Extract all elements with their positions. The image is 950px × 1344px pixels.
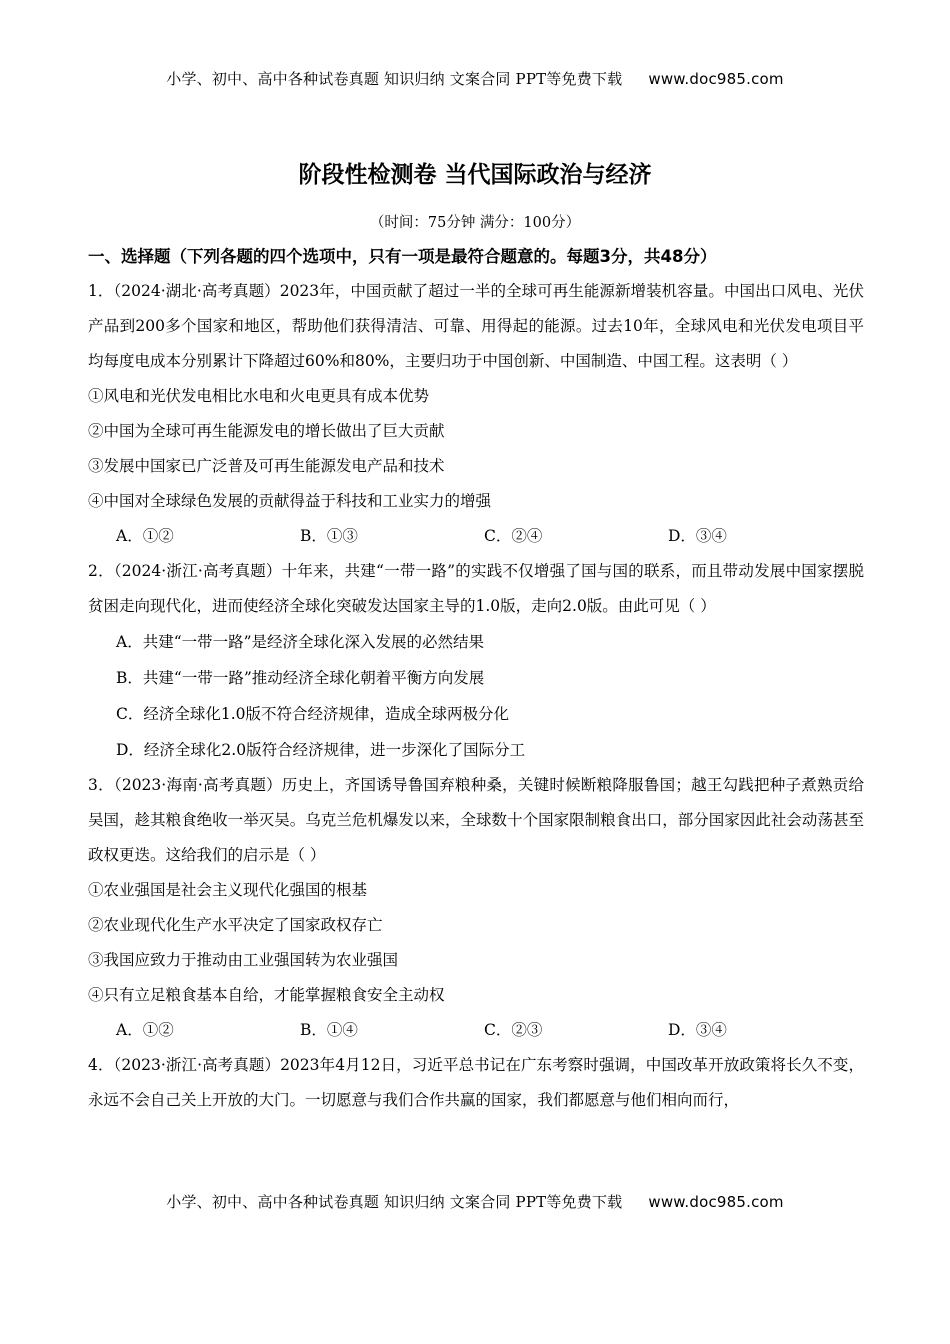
footer-banner — [0, 1191, 950, 1212]
option-d[interactable]: D．③④ — [668, 527, 727, 545]
option-d[interactable]: D．③④ — [668, 1021, 727, 1039]
question-1 — [88, 274, 864, 554]
statement-item: ④只有立足粮食基本自给，才能掌握粮食安全主动权 — [88, 986, 445, 1004]
statement-item: ③我国应致力于推动由工业强国转为农业强国 — [88, 951, 399, 969]
option-a[interactable]: A．①② — [116, 527, 174, 545]
section-heading: 一、选择题（下列各题的四个选项中，只有一项是最符合题意的。每题3分，共48分） — [88, 247, 717, 266]
question-stem: 4．（2023·浙江·高考真题）2023年4月12日，习近平总书记在广东考察时强调，中国改革开放政策将长久不变，永远不会自己关上开放的大门。一切愿意与我们合作共赢的国家，我们都愿意与他们相向而行， — [88, 1056, 864, 1109]
header-banner — [0, 68, 950, 89]
option-c[interactable]: C．②④ — [484, 527, 543, 545]
option-b[interactable]: B．①④ — [300, 1021, 358, 1039]
question-2 — [88, 554, 864, 768]
header-banner-url[interactable]: www.doc985.com — [648, 70, 784, 88]
question-stem: 3．（2023·海南·高考真题）历史上，齐国诱导鲁国弃粮种桑，关键时候断粮降服鲁国；越王勾践把种子煮熟贡给吴国，趁其粮食绝收一举灭吴。乌克兰危机爆发以来，全球数十个国家限制粮食出口，部分国家因此社会动荡甚至政权更迭。这给我们的启示是（ ） — [88, 776, 864, 864]
answer-options — [88, 519, 864, 554]
question-3 — [88, 768, 864, 1048]
question-stem: 2．（2024·浙江·高考真题）十年来，共建“一带一路”的实践不仅增强了国与国的联系，而且带动发展中国家摆脱贫困走向现代化，进而使经济全球化突破发达国家主导的1.0版，走向2.0版。由此可见（ ） — [88, 562, 864, 615]
option-a[interactable]: A．①② — [116, 1021, 174, 1039]
statement-item: ②农业现代化生产水平决定了国家政权存亡 — [88, 916, 383, 934]
answer-options — [88, 1013, 864, 1048]
option-d[interactable]: D．经济全球化2.0版符合经济规律，进一步深化了国际分工 — [116, 741, 526, 759]
option-c[interactable]: C．经济全球化1.0版不符合经济规律，造成全球两极分化 — [116, 705, 510, 723]
question-4 — [88, 1048, 864, 1118]
statement-item: ④中国对全球绿色发展的贡献得益于科技和工业实力的增强 — [88, 492, 492, 510]
option-b[interactable]: B．①③ — [300, 527, 358, 545]
option-c[interactable]: C．②③ — [484, 1021, 543, 1039]
statement-item: ①风电和光伏发电相比水电和火电更具有成本优势 — [88, 387, 430, 405]
exam-content — [88, 240, 864, 1118]
footer-banner-text: 小学、初中、高中各种试卷真题 知识归纳 文案合同 PPT等免费下载 — [166, 1193, 623, 1211]
option-a[interactable]: A．共建“一带一路”是经济全球化深入发展的必然结果 — [116, 633, 485, 651]
statement-item: ③发展中国家已广泛普及可再生能源发电产品和技术 — [88, 457, 445, 475]
option-b[interactable]: B．共建“一带一路”推动经济全球化朝着平衡方向发展 — [116, 669, 485, 687]
header-banner-text: 小学、初中、高中各种试卷真题 知识归纳 文案合同 PPT等免费下载 — [166, 70, 623, 88]
page-title: 阶段性检测卷 当代国际政治与经济 — [298, 162, 652, 188]
exam-info: （时间：75分钟 满分：100分） — [369, 215, 581, 231]
footer-banner-url[interactable]: www.doc985.com — [648, 1193, 784, 1211]
statement-item: ②中国为全球可再生能源发电的增长做出了巨大贡献 — [88, 422, 445, 440]
question-stem: 1．（2024·湖北·高考真题）2023年，中国贡献了超过一半的全球可再生能源新增装机容量。中国出口风电、光伏产品到200多个国家和地区，帮助他们获得清洁、可靠、用得起的能源。过去10年，全球风电和光伏发电项目平均每度电成本分别累计下降超过60%和80%，主要归功于中国创新、中国制造、中国工程。这表明（ ） — [88, 282, 864, 370]
statement-item: ①农业强国是社会主义现代化强国的根基 — [88, 881, 368, 899]
